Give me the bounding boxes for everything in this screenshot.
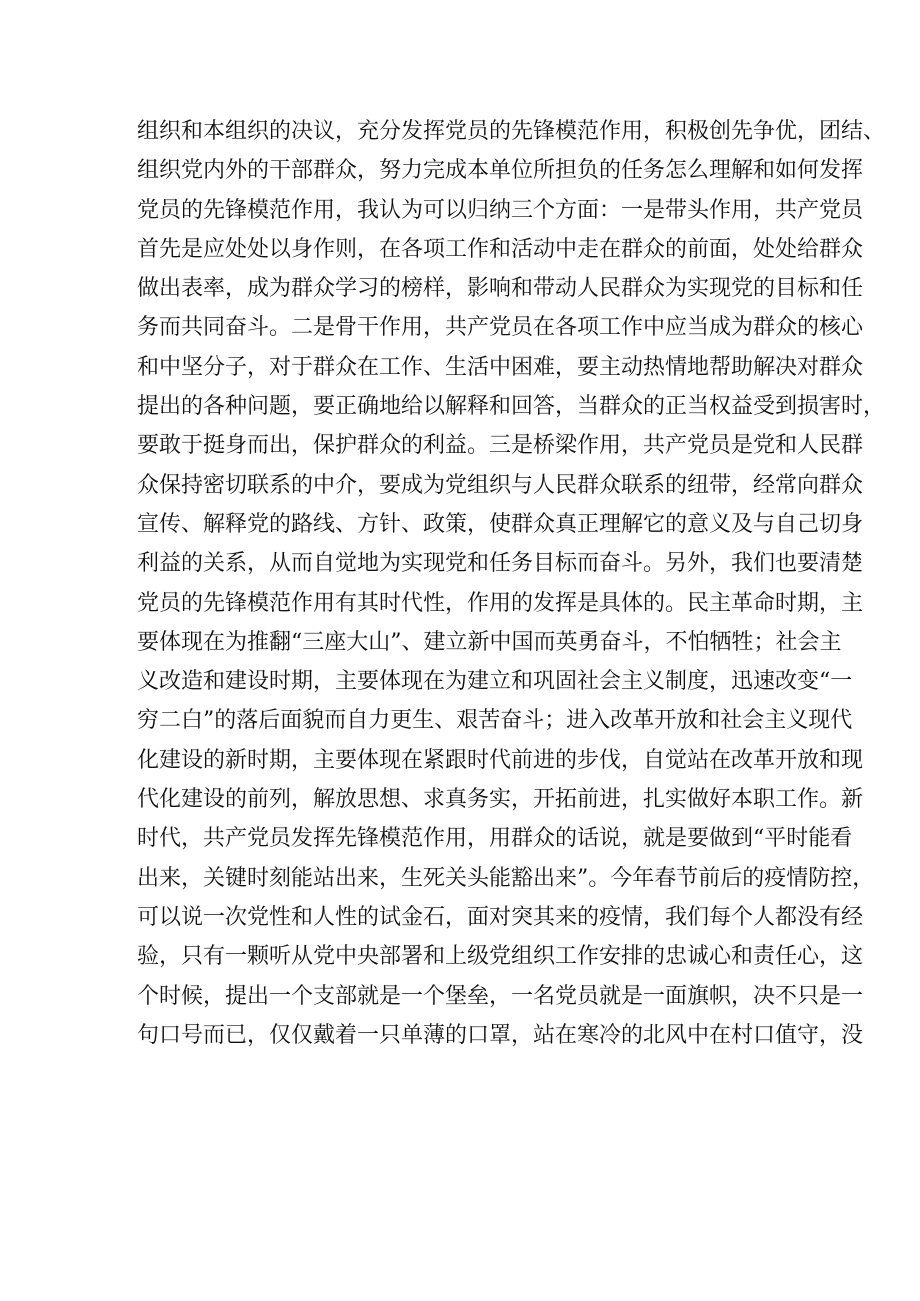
text-line: 穷二白”的落后面貌而自力更生、艰苦奋斗；进入改革开放和社会主义现代 xyxy=(137,708,853,734)
text-line: 代化建设的前列，解放思想、求真务实，开拓前进，扎实做好本职工作。新 xyxy=(137,787,864,813)
text-line: 和中坚分子，对于群众在工作、生活中困难，要主动热情地帮助解决对群众 xyxy=(137,354,864,380)
text-line: 句口号而已，仅仅戴着一只单薄的口罩，站在寒冷的北风中在村口值守，没 xyxy=(137,1022,864,1048)
text-line: 首先是应处处以身作则，在各项工作和活动中走在群众的前面，处处给群众 xyxy=(137,236,864,262)
text-line: 组织和本组织的决议，充分发挥党员的先锋模范作用，积极创先争优，团结、 xyxy=(137,119,886,144)
text-line: 验，只有一颗听从党中央部署和上级党组织工作安排的忠诚心和责任心，这 xyxy=(137,944,864,970)
text-line: 要敢于挺身而出，保护群众的利益。三是桥梁作用，共产党员是党和人民群 xyxy=(137,433,864,459)
text-line: 时代，共产党员发挥先锋模范作用，用群众的话说，就是要做到“平时能看 xyxy=(137,826,853,852)
text-line: 出来，关键时刻能站出来，生死关头能豁出来”。今年春节前后的疫情防控， xyxy=(137,865,875,891)
text-line: 可以说一次党性和人性的试金石，面对突其来的疫情，我们每个人都没有经 xyxy=(137,904,864,930)
body-text xyxy=(137,112,886,1055)
text-line: 义改造和建设时期，主要体现在为建立和巩固社会主义制度，迅速改变“一 xyxy=(137,669,853,695)
text-line: 党员的先锋模范作用有其时代性，作用的发挥是具体的。民主革命时期，主 xyxy=(137,590,864,616)
text-line: 组织党内外的干部群众，努力完成本单位所担负的任务怎么理解和如何发挥 xyxy=(137,158,864,184)
text-line: 要体现在为推翻“三座大山”、建立新中国而英勇奋斗，不怕牺牲；社会主 xyxy=(137,629,842,655)
text-line: 个时候，提出一个支部就是一个堡垒，一名党员就是一面旗帜，决不只是一 xyxy=(137,983,864,1009)
text-line: 众保持密切联系的中介，要成为党组织与人民群众联系的纽带，经常向群众 xyxy=(137,472,864,498)
text-line: 务而共同奋斗。二是骨干作用，共产党员在各项工作中应当成为群众的核心 xyxy=(137,315,864,341)
text-line: 宣传、解释党的路线、方针、政策，使群众真正理解它的意义及与自己切身 xyxy=(137,511,864,537)
text-line: 利益的关系，从而自觉地为实现党和任务目标而奋斗。另外，我们也要清楚 xyxy=(137,551,864,577)
text-line: 提出的各种问题，要正确地给以解释和回答，当群众的正当权益受到损害时， xyxy=(137,394,886,420)
text-line: 党员的先锋模范作用，我认为可以归纳三个方面：一是带头作用，共产党员 xyxy=(137,197,864,223)
text-line: 化建设的新时期，主要体现在紧跟时代前进的步伐，自觉站在改革开放和现 xyxy=(137,747,864,773)
text-line: 做出表率，成为群众学习的榜样，影响和带动人民群众为实现党的目标和任 xyxy=(137,276,864,302)
